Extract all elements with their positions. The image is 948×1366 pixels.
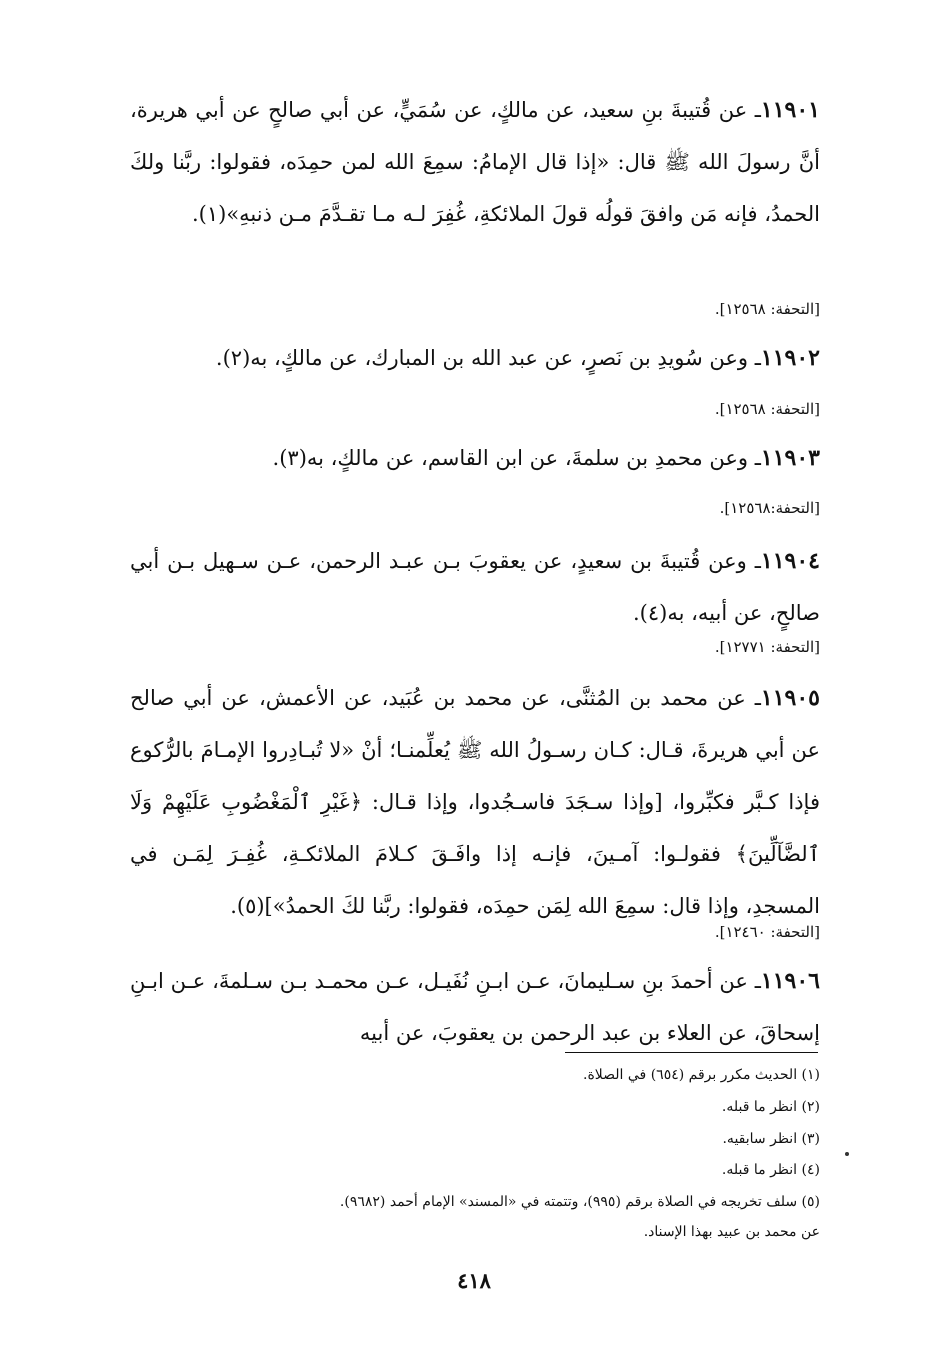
hadith-number: ١١٩٠٣ — [760, 445, 820, 471]
hadith-text: ـ وعن قُتيبةَ بن سعيدٍ، عن يعقوبَ بـن عبـد الرحمن، عـن سـهيل بـن أبي صالحٍ، عن أبيه، به(٤). — [130, 549, 820, 625]
footnote-divider — [565, 1052, 818, 1053]
tuhfa-reference: [التحفة: ١٢٧٧١]. — [714, 638, 820, 656]
hadith-number: ١١٩٠٥ — [760, 685, 820, 711]
hadith-11905 — [130, 672, 820, 932]
footnote: (٥) سلف تخريجه في الصلاة برقم (٩٩٥)، وتتمته في «المسند» الإمام أحمد (٩٦٨٢). — [339, 1194, 820, 1210]
hadith-11902 — [130, 332, 820, 384]
hadith-number: ١١٩٠٤ — [760, 548, 820, 574]
tuhfa-reference: [التحفة: ١٢٥٦٨]. — [714, 400, 820, 418]
hadith-number: ١١٩٠٢ — [760, 345, 820, 371]
hadith-text: ـ عن أحمدَ بنِ سـليمانَ، عـن ابـنِ نُفَيـل، عـن محمـد بـن سـلمةَ، عـن ابـنِ إسحاقَ، عن العلاء بن عبد الرحمن بن يعقوبَ، عن أبيه — [130, 969, 820, 1045]
hadith-number: ١١٩٠١ — [760, 97, 820, 123]
hadith-text: ـ عن قُتيبةَ بنِ سعيد، عن مالكٍ، عن سُمَيٍّ، عن أبي صالحٍ عن أبي هريرة، أنَّ رسولَ الله ﷺ قال: «إذا قال الإمامُ: سمِعَ الله لمن حمِدَه، فقولوا: ربَّنا ولكَ الحمدُ، فإنه مَن وافقَ قولُه قولَ الملائكةِ، غُفِرَ لـه مـا تقـدَّمَ مـن ذنبهِ»(١). — [130, 98, 820, 226]
hadith-11906 — [130, 955, 820, 1059]
footnote: (٢) انظر ما قبله. — [721, 1099, 820, 1115]
hadith-text: ـ وعن محمدِ بن سلمةَ، عن ابن القاسم، عن مالكٍ، به(٣). — [272, 446, 761, 470]
hadith-text: ـ وعن سُويدِ بن نَصرٍ، عن عبد الله بن المبارك، عن مالكٍ، به(٢). — [215, 346, 761, 370]
hadith-11901 — [130, 84, 820, 240]
tuhfa-reference: [التحفة:١٢٥٦٨]. — [719, 499, 820, 517]
hadith-11903 — [130, 432, 820, 484]
scan-speck — [845, 1152, 849, 1156]
footnote: (٤) انظر ما قبله. — [721, 1162, 820, 1178]
tuhfa-reference: [التحفة: ١٢٤٦٠]. — [714, 923, 820, 941]
footnote-continuation: عن محمد بن عبيد بهذا الإسناد. — [643, 1224, 820, 1240]
tuhfa-reference: [التحفة: ١٢٥٦٨]. — [714, 300, 820, 318]
page-number: ٤١٨ — [457, 1268, 491, 1293]
hadith-11904 — [130, 535, 820, 639]
hadith-text: ـ عن محمد بن المُثنَّى، عن محمد بن عُبَيد، عن الأعمش، عن أبي صالح عن أبي هريرةَ، قـال: كـان رسـولُ الله ﷺ يُعلِّمنـا؛ أنْ «لا تُبـادِروا الإمـامَ بالرُّكوع فإذا كـبَّر فكبِّروا، [وإذا سـجَدَ فاسـجُدوا، وإذا قـال: ﴿غَيْرِ ٱلْمَغْضُوبِ عَلَيْهِمْ وَلَا ٱلضَّآلِّينَ﴾ فقولـوا: آمـينَ، فإنـه إذا وافَـقَ كـلامَ الملائكـةِ، غُفِـرَ لِمَـن في المسجدِ، وإذا قال: سمِعَ الله لِمَن حمِدَه، فقولوا: ربَّنا لكَ الحمدُ»](٥). — [130, 686, 820, 918]
footnote: (٣) انظر سابقيه. — [722, 1131, 820, 1147]
footnote: (١) الحديث مكرر برقم (٦٥٤) في الصلاة. — [583, 1067, 820, 1083]
hadith-number: ١١٩٠٦ — [760, 968, 820, 994]
